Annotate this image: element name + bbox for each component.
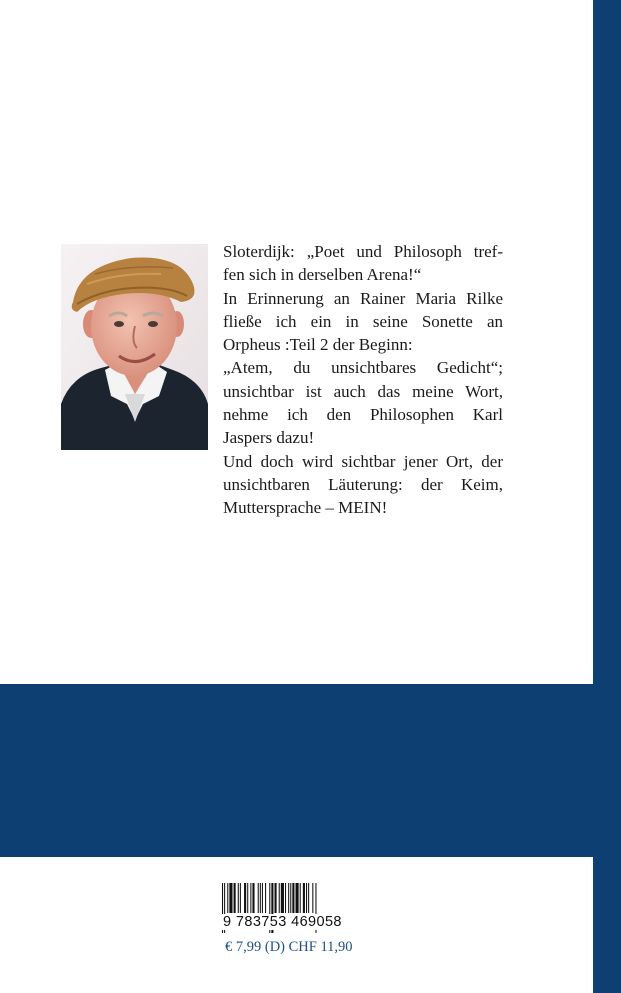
- barcode-bar: [292, 883, 294, 913]
- author-photo: [61, 244, 208, 450]
- barcode-bar: [308, 883, 309, 913]
- blurb-line: unsichtbaren Läuterung: der Keim,: [223, 474, 503, 494]
- barcode-bar: [262, 883, 263, 913]
- barcode-bar: [247, 883, 248, 913]
- barcode-bar: [234, 883, 236, 913]
- back-cover-blurb: [223, 240, 503, 520]
- barcode-bar: [288, 883, 289, 913]
- barcode-bar: [306, 883, 307, 913]
- blurb-line: Jaspers dazu!: [223, 428, 315, 448]
- author-portrait-icon: [61, 244, 208, 450]
- barcode-bar: [244, 883, 246, 913]
- blurb-line: Orpheus :Teil 2 der Beginn:: [223, 335, 413, 355]
- barcode-bar: [238, 883, 239, 913]
- barcode-bar: [285, 883, 286, 913]
- barcode-bar: [312, 883, 313, 913]
- barcode-bar: [303, 883, 305, 913]
- barcode-bar: [227, 883, 228, 913]
- isbn-number: 9 783753 469058: [223, 914, 342, 930]
- blurb-line: fen sich in derselben Arena!“: [223, 265, 422, 285]
- blurb-line: Muttersprache – MEIN!: [223, 498, 388, 518]
- blurb-line: unsichtbar ist auch das meine Wort,: [223, 381, 503, 401]
- barcode-bar: [260, 883, 261, 913]
- barcode-bar: [265, 883, 266, 913]
- barcode-bar: [275, 883, 277, 913]
- price-label: € 7,99 (D) CHF 11,90: [225, 939, 353, 955]
- blurb-line: Sloterdijk: „Poet und Philosoph tref-: [223, 242, 503, 261]
- blurb-line: Und doch wird sichtbar jener Ort, der: [223, 451, 503, 471]
- barcode-bar: [290, 883, 291, 913]
- barcode-bar: [240, 883, 241, 913]
- barcode-bar: [296, 883, 299, 913]
- barcode-bar: [250, 883, 251, 913]
- blurb-line: nehme ich den Philosophen Karl: [223, 405, 503, 425]
- blurb-line: „Atem, du unsichtbares Gedicht“;: [223, 358, 503, 378]
- barcode-bar: [258, 883, 259, 913]
- barcode-bar: [281, 883, 284, 913]
- barcode-bar: [229, 883, 232, 913]
- barcode-bar: [252, 883, 254, 913]
- barcode-bar: [279, 883, 280, 913]
- barcode-bar: [300, 883, 301, 913]
- blurb-line: In Erinnerung an Rainer Maria Rilke: [223, 288, 503, 308]
- cover-color-band: [0, 684, 593, 857]
- blurb-line: fließe ich ein in seine Sonette an: [223, 311, 503, 331]
- spine-stripe: [593, 0, 621, 993]
